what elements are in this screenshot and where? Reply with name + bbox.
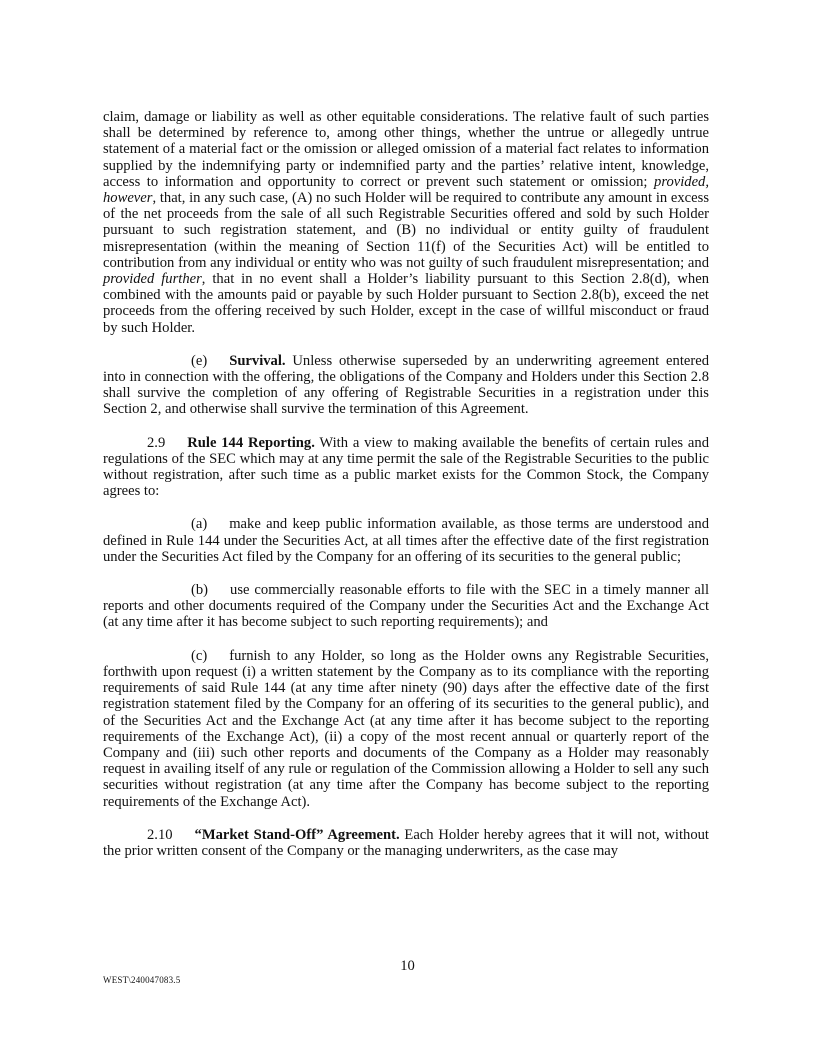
- italic-term: provided, however: [103, 173, 709, 207]
- section-heading: Rule 144 Reporting.: [187, 434, 315, 451]
- section-number: 2.9: [147, 434, 166, 451]
- page-number: 10: [400, 958, 415, 974]
- section-number: 2.10: [147, 826, 173, 843]
- paragraph-survival: [103, 353, 709, 418]
- clause-number: (b): [191, 582, 209, 599]
- clause-heading: Survival.: [229, 352, 286, 369]
- paragraph-item-c: [103, 648, 709, 810]
- paragraph-text: With a view to making available the benefits of certain rules and regulations of the SEC which may at any time permit the sale of the Registrable Securities to the public without registration, after such time as a public market exists for the Common Stock, the Company agrees to:: [103, 434, 709, 500]
- paragraph-text: furnish to any Holder, so long as the Holder owns any Registrable Securities, forthwith upon request (i) a written statement by the Company as to its compliance with the reporting requirements of said Rule 144 (at any time after ninety (90) days after the effective date of the first registration statement filed by the Company for an offering of its securities to the general public), and of the Securities Act and the Exchange Act (at any time after it has become subject to the reporting requirements of the Exchange Act), (ii) a copy of the most recent annual or quarterly report of the Company and (iii) such other reports and documents of the Company as a Holder may reasonably request in availing itself of any rule or regulation of the Commission allowing a Holder to sell any such securities without registration (at any time after the Company has become subject to the reporting requirements of the Exchange Act).: [103, 647, 709, 810]
- paragraph-text: use commercially reasonable efforts to file with the SEC in a timely manner all reports and other documents required of the Company under the Securities Act and the Exchange Act (at any time after it has become subject to such reporting requirements); and: [103, 582, 709, 631]
- paragraph-contribution-continued: [103, 109, 709, 336]
- document-id: WEST\240047083.5: [103, 975, 181, 985]
- clause-number: (a): [191, 516, 208, 533]
- italic-term: provided further: [103, 271, 202, 288]
- paragraph-rule-144: [103, 435, 709, 500]
- clause-number: (e): [191, 352, 208, 369]
- paragraph-text: , that, in any such case, (A) no such Holder will be required to contribute any amount in excess of the net proceeds from the sale of all such Registrable Securities offered and sold by such Holder pursuant to such registration statement, and (B) no individual or entity guilty of fraudulent misrepresentation (within the meaning of Section 11(f) of the Securities Act) will be entitled to contribution from any individual or entity who was not guilty of such fraudulent misrepresentation; and: [103, 190, 709, 271]
- paragraph-text: claim, damage or liability as well as other equitable considerations. The relative fault of such parties shall be determined by reference to, among other things, whether the untrue or allegedly untrue statement of a material fact or the omission or alleged omission of a material fact relates to information supplied by the indemnifying party or indemnified party and the parties’ relative intent, knowledge, access to information and opportunity to correct or prevent such statement or omission;: [103, 109, 709, 190]
- paragraph-text: Each Holder hereby agrees that it will not, without the prior written consent of the Company or the managing underwriters, as the case may: [103, 826, 709, 859]
- paragraph-market-standoff: [103, 827, 709, 859]
- section-heading: “Market Stand-Off” Agreement.: [194, 826, 400, 843]
- clause-number: (c): [191, 647, 208, 664]
- paragraph-text: , that in no event shall a Holder’s liability pursuant to this Section 2.8(d), when combined with the amounts paid or payable by such Holder pursuant to Section 2.8(b), exceed the net proceeds from the offering received by such Holder, except in the case of willful misconduct or fraud by such Holder.: [103, 271, 709, 336]
- paragraph-text: make and keep public information available, as those terms are understood and defined in Rule 144 under the Securities Act, at all times after the effective date of the first registration under the Securities Act filed by the Company for an offering of its securities to the general public;: [103, 516, 709, 565]
- paragraph-text: Unless otherwise superseded by an underwriting agreement entered into in connection with the offering, the obligations of the Company and Holders under this Section 2.8 shall survive the completion of any offering of Registrable Securities in a registration under this Section 2, and otherwise shall survive the termination of this Agreement.: [103, 352, 709, 418]
- paragraph-item-a: [103, 516, 709, 565]
- paragraph-item-b: [103, 582, 709, 631]
